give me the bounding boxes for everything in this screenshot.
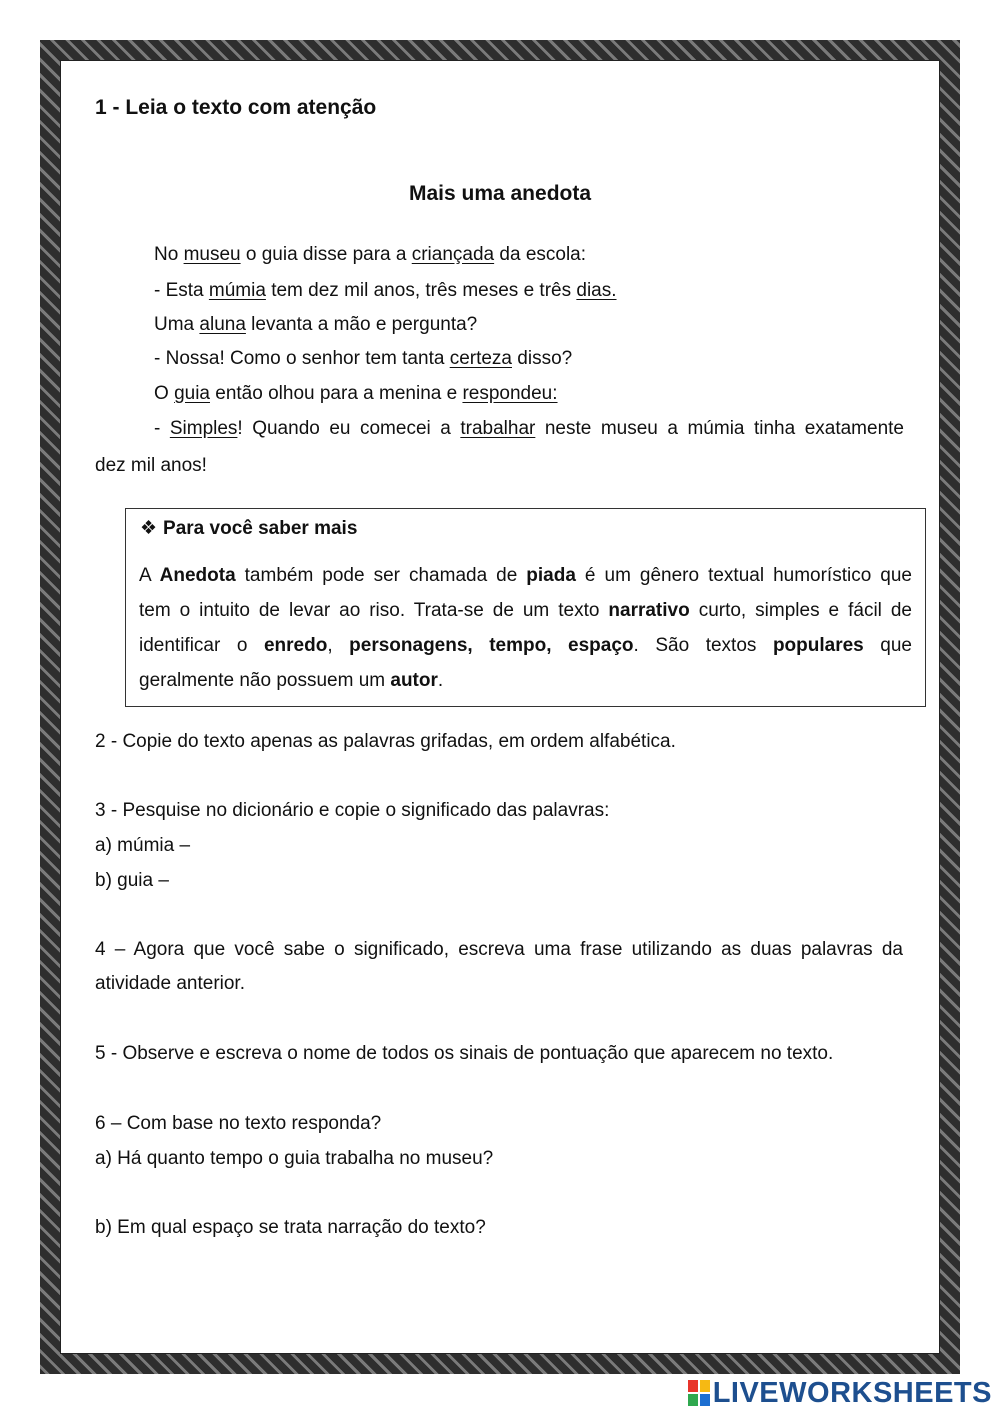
story-line-3: Uma aluna levanta a mão e pergunta? — [154, 314, 478, 335]
underlined-word: dias. — [576, 280, 617, 301]
underlined-word: guia — [174, 383, 210, 404]
underlined-word: criançada — [411, 244, 495, 265]
underlined-word: respondeu: — [462, 383, 558, 404]
question-3b: b) guia – — [95, 870, 169, 891]
story-line-4: - Nossa! Como o senhor tem tanta certeza disso? — [154, 348, 573, 369]
underlined-word: certeza — [449, 348, 512, 369]
liveworksheets-icon — [688, 1380, 710, 1406]
question-1-title: 1 - Leia o texto com atenção — [95, 96, 377, 119]
logo-square — [700, 1394, 710, 1406]
info-line-1: A Anedota também pode ser chamada de piada é um gênero textual humorístico que — [139, 565, 912, 586]
question-6b: b) Em qual espaço se trata narração do texto? — [95, 1217, 486, 1238]
question-4-line-2: atividade anterior. — [95, 973, 245, 994]
story-line-7: dez mil anos! — [95, 455, 207, 476]
story-line-6: - Simples! Quando eu comecei a trabalhar neste museu a múmia tinha exatamente — [154, 418, 904, 439]
info-line-4: geralmente não possuem um autor. — [139, 670, 444, 691]
logo-square — [688, 1394, 698, 1406]
underlined-word: trabalhar — [460, 418, 536, 439]
underlined-word: museu — [183, 244, 241, 265]
question-4-line-1: 4 – Agora que você sabe o significado, escreva uma frase utilizando as duas palavras da — [95, 939, 903, 960]
story-line-2: - Esta múmia tem dez mil anos, três meses e três dias. — [154, 280, 617, 301]
story-line-1: No museu o guia disse para a criançada da escola: — [154, 244, 587, 265]
story-title: Mais uma anedota — [408, 182, 592, 205]
diamond-bullet-icon: ❖ — [140, 518, 158, 539]
brand-name: LIVEWORKSHEETS — [712, 1376, 992, 1409]
question-6a: a) Há quanto tempo o guia trabalha no museu? — [95, 1148, 494, 1169]
underlined-word: múmia — [208, 280, 266, 301]
underlined-word: aluna — [199, 314, 246, 335]
liveworksheets-logo — [688, 1376, 992, 1410]
info-line-2: tem o intuito de levar ao riso. Trata-se de um texto narrativo curto, simples e fácil de — [139, 600, 912, 621]
info-box-title: ❖ Para você saber mais — [140, 518, 358, 539]
story-line-5: O guia então olhou para a menina e respondeu: — [154, 383, 558, 404]
question-3a: a) múmia – — [95, 835, 191, 856]
question-6: 6 – Com base no texto responda? — [95, 1113, 382, 1134]
logo-square — [688, 1380, 698, 1392]
underlined-word: Simples — [169, 418, 238, 439]
question-5: 5 - Observe e escreva o nome de todos os sinais de pontuação que aparecem no texto. — [95, 1043, 834, 1064]
info-line-3: identificar o enredo, personagens, tempo, espaço. São textos populares que — [139, 635, 912, 656]
question-3: 3 - Pesquise no dicionário e copie o significado das palavras: — [95, 800, 610, 821]
logo-square — [700, 1380, 710, 1392]
question-2: 2 - Copie do texto apenas as palavras grifadas, em ordem alfabética. — [95, 731, 676, 752]
